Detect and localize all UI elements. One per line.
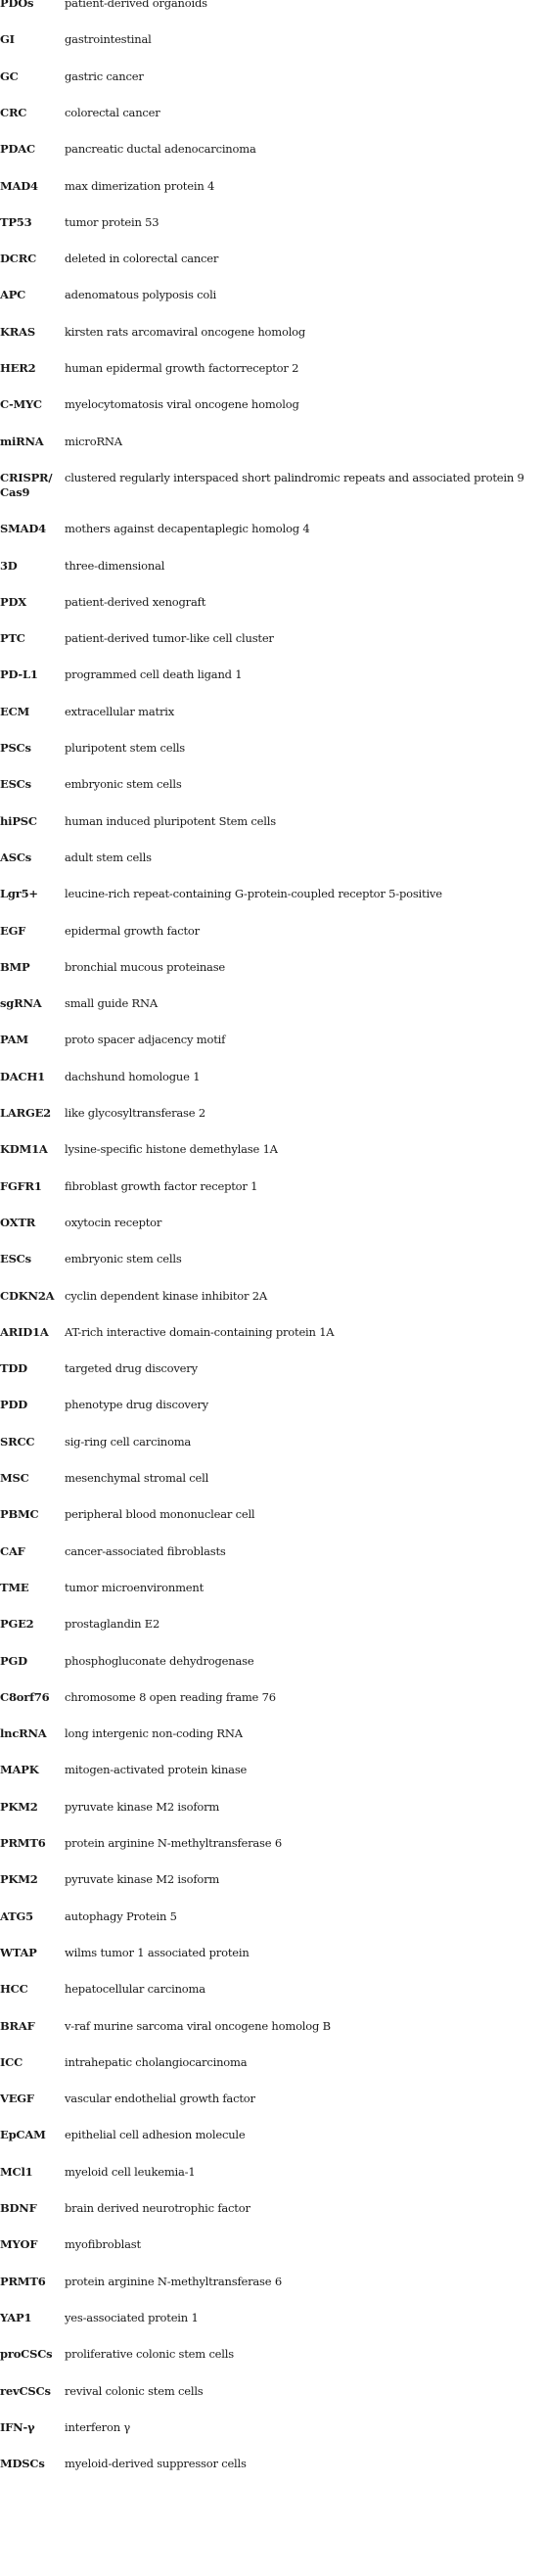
abbreviation-definition: yes-associated protein 1 (65, 2310, 199, 2324)
abbreviation-term: hiPSC (0, 813, 37, 828)
abbreviation-row (0, 1252, 546, 1266)
abbreviation-term: PD-L1 (0, 667, 38, 682)
abbreviation-row (0, 288, 546, 302)
abbreviation-row (0, 631, 546, 646)
abbreviation-definition: hepatocellular carcinoma (65, 1982, 205, 1997)
abbreviation-definition: mothers against decapentaplegic homolog 4 (65, 522, 310, 536)
abbreviation-definition: cyclin dependent kinase inhibitor 2A (65, 1288, 267, 1303)
abbreviation-row (0, 960, 546, 975)
abbreviation-definition: embryonic stem cells (65, 1252, 182, 1266)
abbreviation-row (0, 435, 546, 449)
abbreviation-definition: human induced pluripotent Stem cells (65, 813, 276, 828)
abbreviation-term: ESCs (0, 777, 31, 792)
abbreviation-definition: phosphogluconate dehydrogenase (65, 1653, 254, 1668)
abbreviation-term: EGF (0, 923, 26, 938)
abbreviation-definition: clustered regularly interspaced short palindromic repeats and associated protein 9 (65, 470, 524, 484)
abbreviation-term: IFN-γ (0, 2419, 35, 2434)
abbreviation-term: 3D (0, 558, 18, 573)
abbreviation-term: PAM (0, 1033, 28, 1047)
abbreviation-row (0, 1544, 546, 1559)
abbreviation-term: SMAD4 (0, 522, 46, 536)
abbreviation-term: SRCC (0, 1434, 35, 1449)
abbreviation-term: C8orf76 (0, 1689, 50, 1704)
abbreviation-row (0, 179, 546, 194)
abbreviation-row (0, 1581, 546, 1595)
abbreviation-row (0, 2237, 546, 2252)
abbreviation-row (0, 595, 546, 610)
abbreviation-term: miRNA (0, 434, 44, 448)
abbreviation-term: DACH1 (0, 1069, 45, 1083)
abbreviation-definition: protein arginine N-methyltransferase 6 (65, 1836, 282, 1850)
abbreviation-definition: tumor protein 53 (65, 214, 159, 229)
abbreviation-definition: targeted drug discovery (65, 1361, 198, 1376)
abbreviation-term: MAPK (0, 1763, 39, 1777)
abbreviation-term: BDNF (0, 2201, 37, 2215)
abbreviation-row (0, 924, 546, 939)
abbreviation-term: PGD (0, 1653, 27, 1668)
abbreviation-term: PBMC (0, 1507, 39, 1522)
abbreviation-definition: pancreatic ductal adenocarcinoma (65, 142, 256, 157)
abbreviation-definition: kirsten rats arcomaviral oncogene homolog (65, 324, 306, 339)
abbreviation-definition: three-dimensional (65, 558, 165, 573)
abbreviation-term: lncRNA (0, 1726, 47, 1741)
abbreviation-row (0, 361, 546, 376)
abbreviation-row (0, 1507, 546, 1522)
abbreviation-term: PGE2 (0, 1617, 34, 1632)
abbreviation-row (0, 887, 546, 901)
abbreviation-term: CRISPR/ Cas9 (0, 470, 53, 499)
abbreviation-definition: myofibroblast (65, 2237, 141, 2252)
abbreviation-row (0, 996, 546, 1011)
abbreviation-definition: deleted in colorectal cancer (65, 252, 219, 266)
abbreviation-term: ESCs (0, 1252, 31, 1266)
abbreviation-definition: colorectal cancer (65, 105, 160, 119)
abbreviation-row (0, 1142, 546, 1157)
abbreviation-row (0, 2055, 546, 2070)
abbreviation-term: MSC (0, 1471, 29, 1485)
abbreviation-definition: embryonic stem cells (65, 777, 182, 792)
abbreviation-term: PDX (0, 594, 26, 609)
abbreviation-definition: patient-derived tumor-like cell cluster (65, 631, 274, 646)
abbreviation-definition: myelocytomatosis viral oncogene homolog (65, 397, 299, 412)
abbreviation-definition: protein arginine N-methyltransferase 6 (65, 2274, 282, 2288)
abbreviation-definition: v-raf murine sarcoma viral oncogene homolog B (65, 2018, 331, 2033)
abbreviation-row (0, 1763, 546, 1777)
abbreviation-row (0, 1435, 546, 1449)
abbreviation-row (0, 1325, 546, 1340)
abbreviation-term: MDSCs (0, 2457, 45, 2471)
abbreviation-definition: max dimerization protein 4 (65, 178, 215, 193)
abbreviation-row (0, 1471, 546, 1486)
abbreviation-row (0, 2457, 546, 2471)
abbreviation-definition: oxytocin receptor (65, 1215, 162, 1229)
abbreviation-term: PSCs (0, 741, 31, 755)
abbreviation-row (0, 69, 546, 84)
abbreviation-term: proCSCs (0, 2347, 53, 2362)
abbreviation-term: ARID1A (0, 1324, 49, 1339)
abbreviation-row (0, 2165, 546, 2180)
abbreviation-definition: proto spacer adjacency motif (65, 1033, 226, 1047)
abbreviation-term: PRMT6 (0, 2274, 46, 2288)
abbreviation-definition: patient-derived organoids (65, 0, 207, 10)
abbreviation-term: TME (0, 1580, 29, 1594)
abbreviation-row (0, 397, 546, 412)
abbreviation-term: KRAS (0, 324, 35, 339)
abbreviation-term: YAP1 (0, 2310, 32, 2324)
abbreviation-row (0, 252, 546, 266)
abbreviation-row (0, 1216, 546, 1230)
abbreviation-row (0, 814, 546, 829)
abbreviation-term: MAD4 (0, 178, 38, 193)
abbreviation-row (0, 1033, 546, 1047)
abbreviation-term: VEGF (0, 2092, 34, 2106)
abbreviation-term: EpCAM (0, 2128, 46, 2142)
abbreviation-definition: bronchial mucous proteinase (65, 959, 226, 974)
abbreviation-term: HCC (0, 1982, 28, 1997)
abbreviation-definition: gastric cancer (65, 69, 144, 83)
abbreviation-term: TDD (0, 1361, 27, 1376)
abbreviation-row (0, 851, 546, 865)
abbreviation-term: OXTR (0, 1215, 36, 1229)
abbreviation-row (0, 0, 546, 11)
abbreviation-row (0, 1836, 546, 1851)
abbreviation-row (0, 2420, 546, 2435)
abbreviation-row (0, 2347, 546, 2362)
abbreviation-definition: human epidermal growth factorreceptor 2 (65, 361, 299, 375)
abbreviation-term: DCRC (0, 252, 37, 266)
abbreviation-row (0, 1726, 546, 1741)
abbreviation-term: PDD (0, 1398, 27, 1412)
abbreviation-definition: myeloid-derived suppressor cells (65, 2457, 247, 2471)
abbreviation-definition: lysine-specific histone demethylase 1A (65, 1142, 278, 1157)
abbreviation-row (0, 2311, 546, 2325)
abbreviation-row (0, 2128, 546, 2142)
abbreviation-term: revCSCs (0, 2383, 51, 2398)
abbreviation-row (0, 1289, 546, 1304)
abbreviation-term: ASCs (0, 850, 32, 864)
abbreviation-row (0, 1361, 546, 1376)
abbreviation-definition: AT-rich interactive domain-containing protein 1A (65, 1324, 335, 1339)
abbreviation-definition: myeloid cell leukemia-1 (65, 2164, 196, 2179)
abbreviation-term: TP53 (0, 214, 32, 229)
abbreviation-term: CRC (0, 105, 27, 119)
abbreviation-row (0, 522, 546, 536)
abbreviation-term: ATG5 (0, 1909, 33, 1923)
abbreviation-term: MYOF (0, 2237, 38, 2252)
abbreviation-term: CAF (0, 1543, 25, 1558)
abbreviation-definition: gastrointestinal (65, 32, 152, 47)
abbreviation-term: Lgr5+ (0, 887, 38, 901)
abbreviation-row (0, 1398, 546, 1412)
abbreviation-row (0, 2201, 546, 2216)
abbreviation-term: sgRNA (0, 996, 42, 1011)
abbreviation-row (0, 705, 546, 719)
abbreviation-row (0, 1909, 546, 1924)
abbreviation-definition: peripheral blood mononuclear cell (65, 1507, 255, 1522)
abbreviation-definition: pyruvate kinase M2 isoform (65, 1799, 220, 1814)
abbreviation-term: GC (0, 69, 19, 83)
abbreviation-definition: tumor microenvironment (65, 1580, 205, 1594)
abbreviation-term: WTAP (0, 1945, 37, 1959)
abbreviation-term: PDAC (0, 142, 35, 157)
abbreviation-definition: phenotype drug discovery (65, 1398, 208, 1412)
abbreviation-row (0, 741, 546, 756)
abbreviation-definition: long intergenic non-coding RNA (65, 1726, 243, 1741)
abbreviation-row (0, 2384, 546, 2399)
abbreviation-row (0, 2019, 546, 2034)
abbreviation-definition: sig-ring cell carcinoma (65, 1434, 192, 1449)
abbreviation-term: FGFR1 (0, 1178, 42, 1193)
abbreviation-definition: adult stem cells (65, 850, 152, 864)
abbreviation-definition: programmed cell death ligand 1 (65, 667, 243, 682)
abbreviation-row (0, 1872, 546, 1887)
abbreviation-definition: prostaglandin E2 (65, 1617, 160, 1632)
abbreviation-row (0, 325, 546, 340)
abbreviation-definition: revival colonic stem cells (65, 2383, 204, 2398)
abbreviation-definition: mitogen-activated protein kinase (65, 1763, 248, 1777)
abbreviation-term: ICC (0, 2054, 23, 2069)
abbreviation-term: PKM2 (0, 1872, 38, 1887)
abbreviation-term: BMP (0, 959, 30, 974)
abbreviation-definition: pyruvate kinase M2 isoform (65, 1872, 220, 1887)
abbreviation-row (0, 559, 546, 574)
abbreviation-definition: leucine-rich repeat-containing G-protein-coupled receptor 5-positive (65, 887, 442, 901)
abbreviation-definition: intrahepatic cholangiocarcinoma (65, 2054, 248, 2069)
abbreviation-row (0, 1982, 546, 1997)
abbreviation-definition: epithelial cell adhesion molecule (65, 2128, 246, 2142)
abbreviation-definition: brain derived neurotrophic factor (65, 2201, 250, 2215)
abbreviation-definition: interferon γ (65, 2419, 131, 2434)
abbreviation-row (0, 32, 546, 47)
abbreviation-definition: fibroblast growth factor receptor 1 (65, 1178, 258, 1193)
abbreviation-term: BRAF (0, 2018, 35, 2033)
abbreviation-definition: dachshund homologue 1 (65, 1069, 201, 1083)
abbreviation-definition: chromosome 8 open reading frame 76 (65, 1689, 276, 1704)
abbreviation-definition: proliferative colonic stem cells (65, 2347, 234, 2362)
abbreviation-term: PKM2 (0, 1799, 38, 1814)
abbreviation-definition: like glycosyltransferase 2 (65, 1106, 205, 1120)
abbreviation-definition: vascular endothelial growth factor (65, 2092, 255, 2106)
abbreviation-definition: extracellular matrix (65, 704, 175, 718)
abbreviation-row (0, 1106, 546, 1121)
abbreviation-definition: autophagy Protein 5 (65, 1909, 177, 1923)
abbreviation-term: CDKN2A (0, 1288, 55, 1303)
abbreviation-row (0, 1070, 546, 1084)
abbreviation-row (0, 471, 546, 500)
abbreviation-term: MCl1 (0, 2164, 33, 2179)
abbreviation-term: C-MYC (0, 397, 42, 412)
abbreviation-term: GI (0, 32, 15, 47)
abbreviation-definition: mesenchymal stromal cell (65, 1471, 209, 1485)
abbreviation-definition: epidermal growth factor (65, 923, 200, 938)
abbreviation-row (0, 2275, 546, 2289)
abbreviation-row (0, 1690, 546, 1705)
abbreviation-row (0, 142, 546, 157)
abbreviation-row (0, 1946, 546, 1960)
abbreviation-row (0, 2092, 546, 2106)
abbreviation-term: KDM1A (0, 1142, 48, 1157)
abbreviation-definition: pluripotent stem cells (65, 741, 186, 755)
abbreviation-row (0, 777, 546, 792)
abbreviation-definition: microRNA (65, 434, 122, 448)
abbreviation-definition: small guide RNA (65, 996, 158, 1011)
abbreviation-term: PRMT6 (0, 1836, 46, 1850)
abbreviation-term: PDOs (0, 0, 34, 10)
abbreviation-row (0, 1179, 546, 1194)
abbreviation-term: LARGE2 (0, 1106, 51, 1120)
abbreviation-term: HER2 (0, 361, 36, 375)
abbreviation-definition: wilms tumor 1 associated protein (65, 1945, 250, 1959)
abbreviation-row (0, 667, 546, 682)
abbreviation-term: ECM (0, 704, 30, 718)
abbreviation-definition: cancer-associated fibroblasts (65, 1543, 226, 1558)
abbreviation-definition: adenomatous polyposis coli (65, 288, 217, 302)
abbreviation-row (0, 215, 546, 230)
abbreviation-definition: patient-derived xenograft (65, 594, 206, 609)
abbreviation-term: APC (0, 288, 26, 302)
abbreviation-row (0, 106, 546, 120)
abbreviation-row (0, 1617, 546, 1632)
abbreviation-term: PTC (0, 631, 25, 646)
abbreviation-row (0, 1654, 546, 1669)
abbreviation-row (0, 1800, 546, 1815)
